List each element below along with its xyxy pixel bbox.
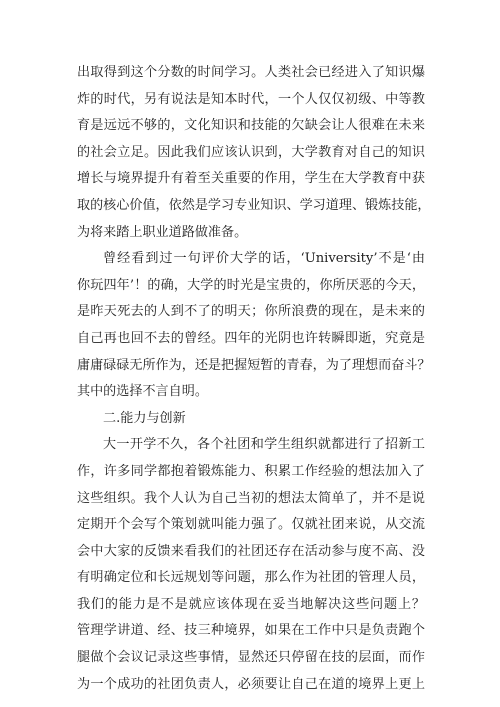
text-line: 增长与境界提升有着至关重要的作用，学生在大学教育中获 — [77, 171, 425, 187]
text-line: 为一个成功的社团负责人，必须要让自己在道的境界上更上 — [77, 676, 425, 692]
text-line: 育是远远不够的，文化知识和技能的欠缺会让人很难在未来 — [77, 118, 425, 134]
paragraph-1 — [77, 60, 431, 246]
text-line: 炸的时代，另有说法是知本时代，一个人仅仅初级、中等教 — [77, 91, 425, 107]
text-line: 是昨天死去的人到不了的明天；你所浪费的现在，是未来的 — [77, 304, 425, 320]
text-line: 出取得到这个分数的时间学习。人类社会已经进入了知识爆 — [77, 65, 425, 80]
text-line: 取的核心价值，依然是学习专业知识、学习道理、锻炼技能， — [77, 197, 431, 213]
section-heading-text: 二.能力与创新 — [103, 410, 186, 426]
text-line: 这些组织。我个人认为自己当初的想法太简单了，并不是说 — [77, 490, 425, 506]
text-line: 你玩四年’！的确，大学的时光是宝贵的，你所厌恶的今天， — [77, 277, 425, 293]
section-heading — [77, 406, 425, 433]
text-line: 大一开学不久，各个社团和学生组织就都进行了招新工 — [103, 437, 425, 453]
text-line: 曾经看到过一句评价大学的话，‘University’不是‘由 — [103, 251, 425, 267]
paragraph-2 — [77, 246, 431, 406]
text-line: 其中的选择不言自明。 — [77, 384, 208, 400]
text-line: 定期开个会写个策划就叫能力强了。仅就社团来说，从交流 — [77, 517, 425, 533]
text-line: 有明确定位和长远规划等问题，那么作为社团的管理人员， — [77, 570, 425, 586]
text-line: 我们的能力是不是就应该体现在妥当地解决这些问题上？ — [77, 596, 425, 612]
text-line: 腿做个会议记录这些事情，显然还只停留在技的层面，而作 — [77, 650, 425, 666]
text-line: 管理学讲道、经、技三种境界，如果在工作中只是负责跑个 — [77, 623, 425, 639]
text-line: 为将来踏上职业道路做准备。 — [77, 224, 248, 240]
paragraph-3 — [77, 432, 425, 698]
text-line: 自己再也回不去的曾经。四年的光阴也许转瞬即逝，究竟是 — [77, 330, 425, 346]
document-body — [77, 60, 431, 698]
text-line: 的社会立足。因此我们应该认识到，大学教育对自己的知识 — [77, 144, 425, 160]
text-line: 会中大家的反馈来看我们的社团还存在活动参与度不高、没 — [77, 543, 425, 559]
text-line: 庸庸碌碌无所作为，还是把握短暂的青春，为了理想而奋斗？ — [77, 357, 431, 373]
text-line: 作，许多同学都抱着锻炼能力、积累工作经验的想法加入了 — [77, 463, 425, 479]
